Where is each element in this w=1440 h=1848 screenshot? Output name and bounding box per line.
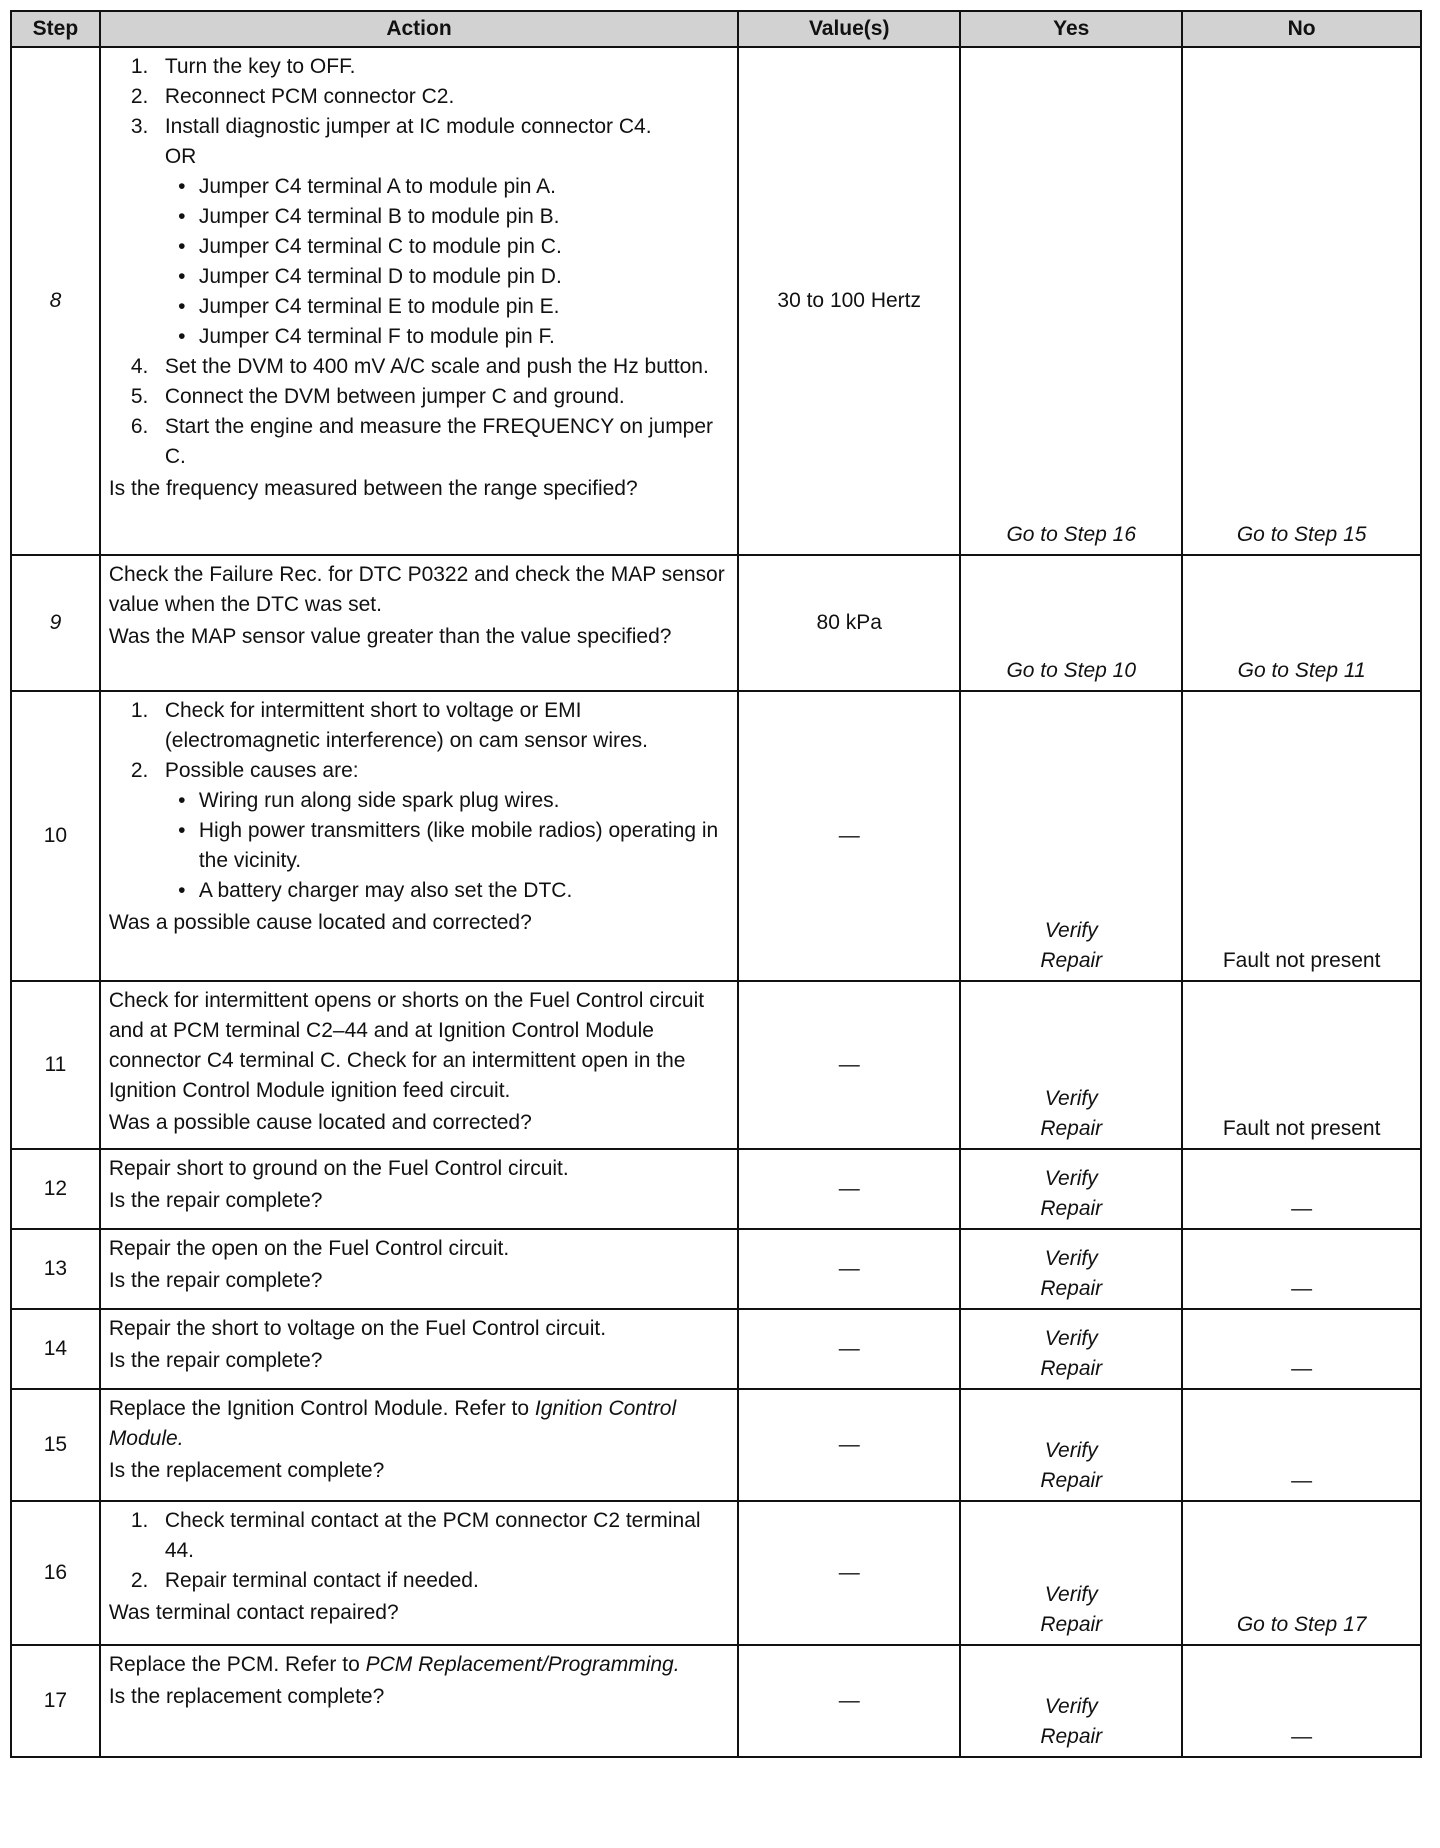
table-row-step-9 (11, 555, 1421, 691)
table-row-step-12 (11, 1149, 1421, 1229)
yes-cell: Go to Step 10 (960, 555, 1182, 691)
step-number: 17 (11, 1645, 100, 1757)
list-item: • A battery charger may also set the DTC. (178, 879, 573, 902)
action-cell (100, 555, 738, 691)
reference-link: PCM Replacement/Programming. (365, 1653, 680, 1676)
action-cell (100, 1229, 738, 1309)
yes-cell: Verify Repair (960, 1645, 1182, 1757)
question-text: Was a possible cause located and corrected? (108, 1111, 532, 1134)
action-text: Repair the open on the Fuel Control circuit. (108, 1237, 510, 1260)
value-cell: 80 kPa (738, 555, 960, 691)
question-text: Was the MAP sensor value greater than the value specified? (108, 625, 672, 648)
list-item: 2. Possible causes are: (130, 759, 359, 782)
value-cell: — (738, 1149, 960, 1229)
yes-cell: Verify Repair (960, 1309, 1182, 1389)
step-number: 8 (11, 47, 100, 555)
yes-cell: Go to Step 16 (960, 47, 1182, 555)
action-cell (100, 981, 738, 1149)
diagnostic-table (10, 10, 1422, 1758)
step-number: 9 (11, 555, 100, 691)
action-cell (100, 1389, 738, 1501)
list-item: 5. Connect the DVM between jumper C and ground. (130, 385, 625, 408)
question-text: Is the frequency measured between the range specified? (108, 477, 638, 500)
no-cell: Go to Step 17 (1182, 1501, 1421, 1645)
action-text: Check for intermittent opens or shorts on the Fuel Control circuit and at PCM terminal C2–44 and at Ignition Control Module connector C4 terminal C. Check for an intermittent open in the Ignition Control Module ignition feed circuit. (108, 989, 705, 1102)
action-cell (100, 1501, 738, 1645)
value-cell: — (738, 1645, 960, 1757)
list-item: 1. Turn the key to OFF. (130, 55, 356, 78)
value-cell: 30 to 100 Hertz (738, 47, 960, 555)
step-number: 11 (11, 981, 100, 1149)
question-text: Is the repair complete? (108, 1269, 323, 1292)
table-row-step-13 (11, 1229, 1421, 1309)
no-cell: — (1182, 1389, 1421, 1501)
header-action: Action (100, 11, 738, 47)
value-cell: — (738, 981, 960, 1149)
list-item: • Jumper C4 terminal E to module pin E. (178, 295, 560, 318)
table-row-step-17 (11, 1645, 1421, 1757)
list-item: • Jumper C4 terminal C to module pin C. (178, 235, 562, 258)
step-number: 13 (11, 1229, 100, 1309)
action-cell (100, 691, 738, 981)
list-item: • High power transmitters (like mobile radios) operating in the vicinity. (178, 819, 719, 872)
value-cell: — (738, 1389, 960, 1501)
action-text: Check the Failure Rec. for DTC P0322 and check the MAP sensor value when the DTC was set. (108, 563, 725, 616)
action-text: Replace the Ignition Control Module. Refer to Ignition Control Module. (108, 1397, 677, 1450)
diagnostic-page (10, 10, 1422, 1758)
no-cell: Fault not present (1182, 981, 1421, 1149)
yes-cell: Verify Repair (960, 981, 1182, 1149)
question-text: Is the replacement complete? (108, 1685, 385, 1708)
yes-cell: Verify Repair (960, 1149, 1182, 1229)
no-cell: — (1182, 1149, 1421, 1229)
action-cell (100, 1645, 738, 1757)
step-number: 15 (11, 1389, 100, 1501)
no-cell: — (1182, 1645, 1421, 1757)
table-row-step-11 (11, 981, 1421, 1149)
header-values: Value(s) (738, 11, 960, 47)
header-step: Step (11, 11, 100, 47)
yes-cell: Verify Repair (960, 1389, 1182, 1501)
action-cell (100, 1309, 738, 1389)
question-text: Was terminal contact repaired? (108, 1601, 399, 1624)
question-text: Is the replacement complete? (108, 1459, 385, 1482)
action-cell (100, 1149, 738, 1229)
question-text: Is the repair complete? (108, 1189, 323, 1212)
or-label: OR (164, 145, 197, 168)
value-cell: — (738, 1309, 960, 1389)
no-cell: — (1182, 1309, 1421, 1389)
action-cell (100, 47, 738, 555)
no-cell: Go to Step 15 (1182, 47, 1421, 555)
header-yes: Yes (960, 11, 1182, 47)
action-text: Repair the short to voltage on the Fuel Control circuit. (108, 1317, 607, 1340)
action-text: Replace the PCM. Refer to PCM Replacement/Programming. (108, 1653, 680, 1676)
no-cell: Go to Step 11 (1182, 555, 1421, 691)
step-number: 12 (11, 1149, 100, 1229)
question-text: Was a possible cause located and corrected? (108, 911, 532, 934)
list-item: • Jumper C4 terminal F to module pin F. (178, 325, 555, 348)
list-item: • Jumper C4 terminal D to module pin D. (178, 265, 562, 288)
list-item: 2. Reconnect PCM connector C2. (130, 85, 455, 108)
list-item: 3. Install diagnostic jumper at IC module connector C4. (130, 115, 652, 138)
table-row-step-8 (11, 47, 1421, 555)
list-item: • Jumper C4 terminal A to module pin A. (178, 175, 556, 198)
list-item: • Jumper C4 terminal B to module pin B. (178, 205, 560, 228)
value-cell: — (738, 691, 960, 981)
yes-cell: Verify Repair (960, 1229, 1182, 1309)
header-no: No (1182, 11, 1421, 47)
yes-cell: Verify Repair (960, 1501, 1182, 1645)
question-text: Is the repair complete? (108, 1349, 323, 1372)
yes-cell: Verify Repair (960, 691, 1182, 981)
list-item: 1. Check terminal contact at the PCM connector C2 terminal 44. (130, 1509, 701, 1562)
list-item: 1. Check for intermittent short to voltage or EMI (electromagnetic interference) on cam sensor wires. (130, 699, 649, 752)
list-item: 2. Repair terminal contact if needed. (130, 1569, 479, 1592)
step-number: 10 (11, 691, 100, 981)
no-cell: Fault not present (1182, 691, 1421, 981)
list-item: 4. Set the DVM to 400 mV A/C scale and push the Hz button. (130, 355, 709, 378)
table-row-step-10 (11, 691, 1421, 981)
reference-link: Ignition Control Module. (108, 1397, 677, 1450)
no-cell: — (1182, 1229, 1421, 1309)
list-item: 6. Start the engine and measure the FREQUENCY on jumper C. (130, 415, 714, 468)
list-item: • Wiring run along side spark plug wires. (178, 789, 560, 812)
value-cell: — (738, 1501, 960, 1645)
table-row-step-16 (11, 1501, 1421, 1645)
action-text: Repair short to ground on the Fuel Control circuit. (108, 1157, 569, 1180)
step-number: 16 (11, 1501, 100, 1645)
table-row-step-14 (11, 1309, 1421, 1389)
header-row (11, 11, 1421, 47)
step-number: 14 (11, 1309, 100, 1389)
value-cell: — (738, 1229, 960, 1309)
table-row-step-15 (11, 1389, 1421, 1501)
